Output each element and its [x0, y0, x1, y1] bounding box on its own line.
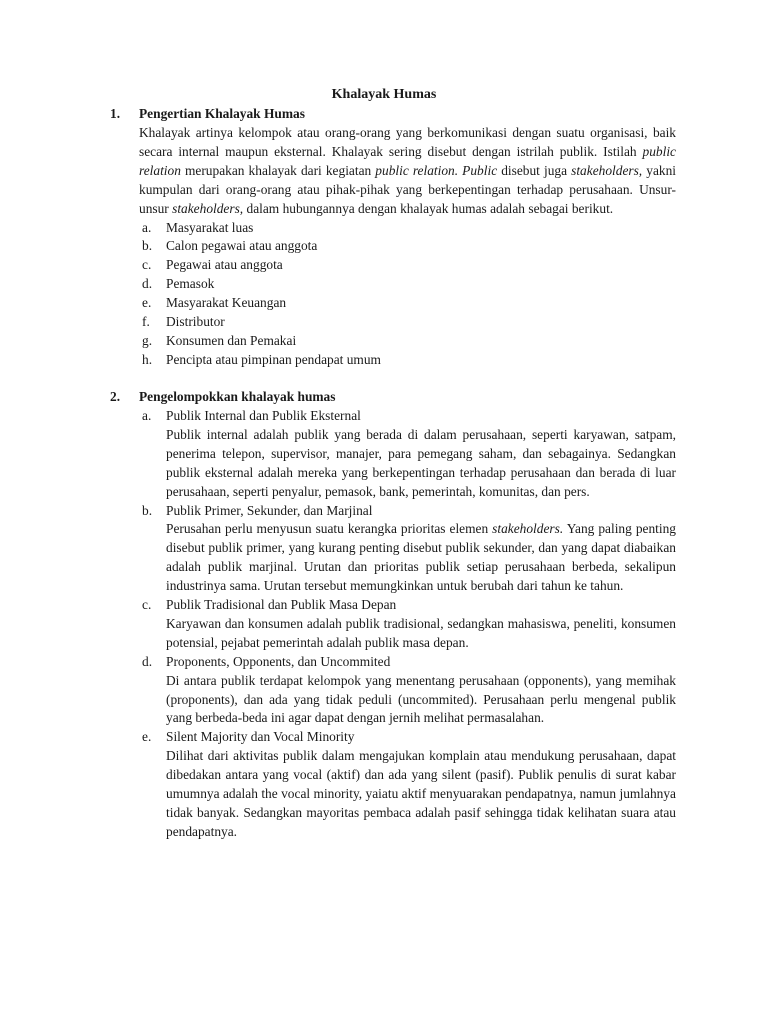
list-text: Konsumen dan Pemakai: [166, 332, 297, 348]
subsection-body: Di antara publik terdapat kelompok yang menentang perusahaan (opponents), yang memihak (proponents), dan ada yang tidak peduli (uncommited). Perusahaan perlu mengenal publik yang berbeda-beda ini agar dapat dengan jernih melihat permasalahan.: [166, 672, 676, 726]
list-text: Distributor: [166, 313, 225, 329]
subsection-body: Publik internal adalah publik yang berada di dalam perusahaan, seperti karyawan, satpam, penerima telepon, supervisor, manajer, para pemegang saham, dan sebagainya. Sedangkan publik eksternal adalah mereka yang berkepentingan terhadap perusahaan dan berada di luar perusahaan, seperti penyalur, pemasok, bank, pemerintah, komunitas, dan pers.: [166, 426, 676, 499]
subsection-body: [166, 520, 676, 596]
text-run: Khalayak artinya kelompok atau orang-orang yang berkomunikasi dengan suatu organisasi, baik secara internal maupun eksternal. Khalayak sering disebut dengan istrilah publik. Istilah: [139, 125, 676, 159]
section-title: Pengertian Khalayak Humas: [139, 106, 305, 121]
list-text: Masyarakat luas: [166, 219, 254, 235]
subsection-body: Karyawan dan konsumen adalah publik tradisional, sedangkan mahasiswa, peneliti, konsumen potensial, pejabat pemerintah adalah publik masa depan.: [166, 615, 676, 650]
text-run: dalam hubungannya dengan khalayak humas adalah sebagai berikut.: [243, 200, 614, 216]
subsection-proponents-opponents: [139, 653, 676, 729]
subsection-internal-eksternal: [139, 407, 676, 502]
list-text: Pegawai atau anggota: [166, 257, 283, 273]
list-marker: b.: [142, 502, 153, 518]
list-text: Pencipta atau pimpinan pendapat umum: [166, 351, 381, 367]
list-marker: g.: [142, 332, 153, 348]
subsection-title: Publik Tradisional dan Publik Masa Depan: [166, 597, 397, 613]
subsection-title: Proponents, Opponents, dan Uncommited: [166, 653, 391, 669]
section-title: Pengelompokkan khalayak humas: [139, 389, 336, 404]
stakeholder-list: [139, 219, 676, 370]
italic-term: stakeholders,: [571, 162, 643, 178]
section-heading: [110, 105, 676, 124]
subsection-heading: [139, 653, 676, 672]
subsection-heading: [139, 407, 676, 426]
subsection-silent-vocal: [139, 728, 676, 841]
list-item: [139, 351, 676, 370]
italic-term: public relation. Public: [375, 162, 498, 178]
list-marker: d.: [142, 653, 153, 669]
list-item: [139, 294, 676, 313]
text-run: disebut juga: [497, 162, 572, 178]
page-title: Khalayak Humas: [331, 87, 437, 102]
subsection-heading: [139, 596, 676, 615]
section-paragraph: [139, 124, 676, 219]
subsection-primer-sekunder: [139, 502, 676, 597]
list-item: [139, 332, 676, 351]
section-pengelompokkan: [110, 388, 676, 842]
subsection-heading: [139, 728, 676, 747]
subsection-tradisional-masa-depan: [139, 596, 676, 653]
list-marker: c.: [142, 257, 152, 273]
text-run: merupakan khalayak dari kegiatan: [180, 162, 376, 178]
section-number: 1.: [110, 106, 121, 121]
section-heading: [110, 388, 676, 407]
list-item: [139, 275, 676, 294]
list-item: [139, 219, 676, 238]
list-marker: a.: [142, 408, 152, 423]
subsection-title: Publik Internal dan Publik Eksternal: [166, 408, 361, 423]
list-marker: e.: [142, 729, 152, 745]
list-item: [139, 313, 676, 332]
section-number: 2.: [110, 389, 121, 404]
italic-term: public relation: [139, 143, 676, 178]
list-marker: h.: [142, 351, 153, 367]
list-item: [139, 256, 676, 275]
list-text: Calon pegawai atau anggota: [166, 238, 318, 254]
italic-term: stakeholders.: [492, 521, 564, 537]
list-text: Masyarakat Keuangan: [166, 295, 287, 311]
list-marker: b.: [142, 238, 153, 254]
list-marker: d.: [142, 276, 153, 292]
list-marker: e.: [142, 295, 152, 311]
list-marker: f.: [142, 313, 150, 329]
subsection-heading: [139, 502, 676, 521]
subsection-body: Dilihat dari aktivitas publik dalam mengajukan komplain atau mendukung perusahaan, dapat dibedakan antara yang vocal (aktif) dan ada yang silent (pasif). Publik penulis di surat kabar umumnya adalah the vocal minority, yaiatu aktif menyuarakan pendapatnya, namun jumlahnya tidak banyak. Sedangkan mayoritas pembaca adalah pasif sehingga tidak kelihatan suara atau pendapatnya.: [166, 748, 676, 839]
list-text: Pemasok: [166, 276, 215, 292]
list-item: [139, 237, 676, 256]
subsection-title: Silent Majority dan Vocal Minority: [166, 729, 355, 745]
list-marker: c.: [142, 597, 152, 613]
section-pengertian: [110, 105, 676, 370]
text-run: Perusahan perlu menyusun suatu kerangka prioritas elemen: [166, 521, 493, 537]
subsection-title: Publik Primer, Sekunder, dan Marjinal: [166, 502, 373, 518]
text-run: Yang paling penting disebut publik primer, yang kurang penting disebut publik sekunder, dan yang dapat diabaikan adalah publik marjinal. Urutan dan prioritas publik setiap perusahaan berbeda, sekalipun industrinya sama. Urutan tersebut memungkinkan untuk berubah dari tahun ke tahun.: [166, 521, 676, 594]
text-run: yakni kumpulan dari orang-orang atau pihak-pihak yang berkepentingan terhadap perusahaan. Unsur-unsur: [139, 162, 677, 216]
italic-term: stakeholders,: [172, 200, 244, 216]
list-marker: a.: [142, 219, 152, 235]
